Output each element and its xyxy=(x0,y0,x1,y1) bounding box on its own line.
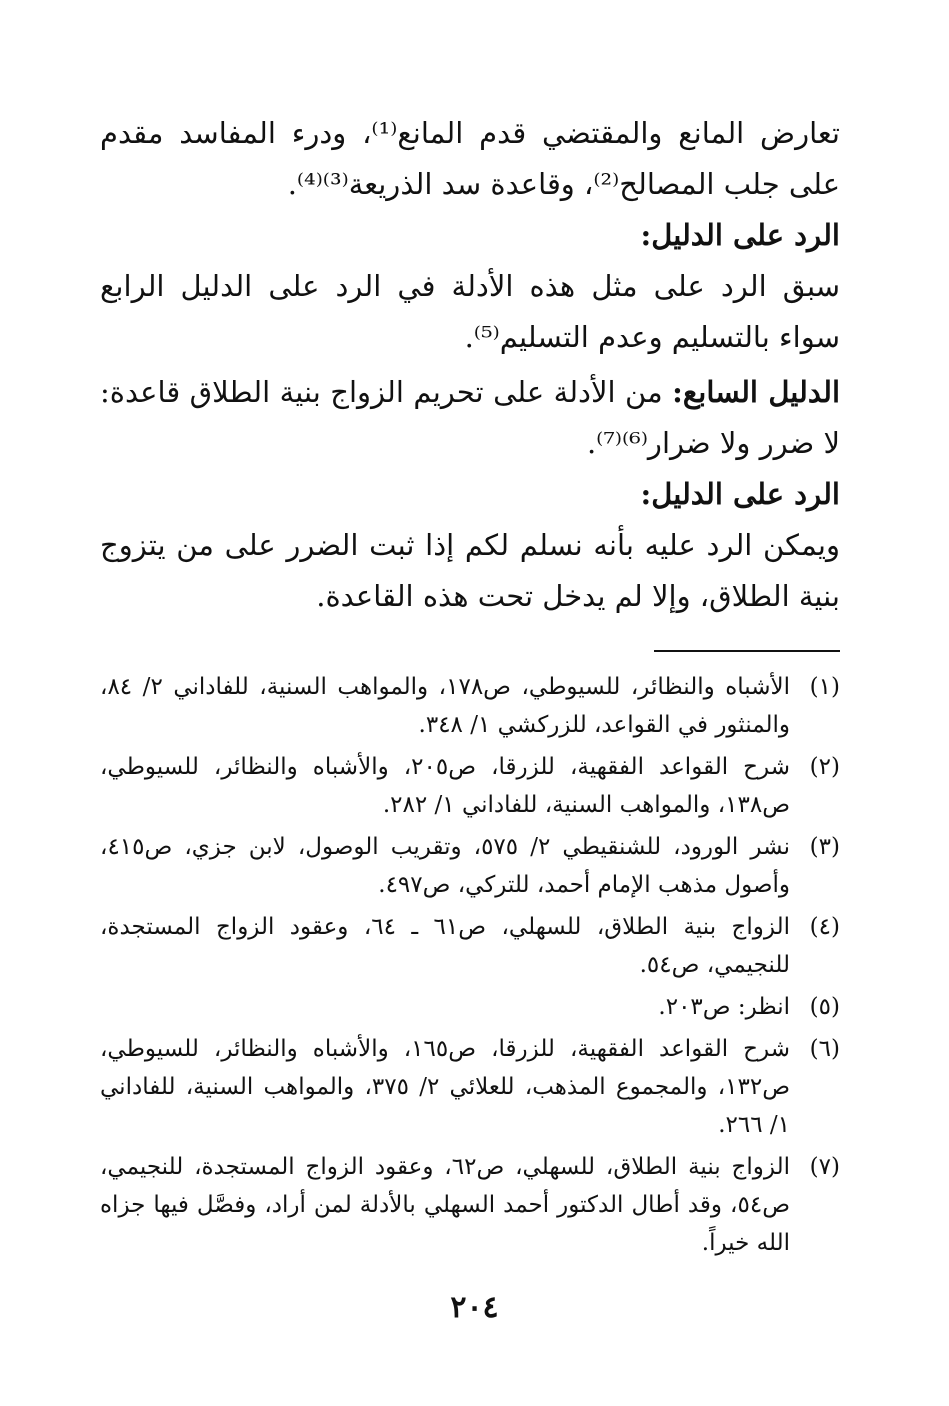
paragraph-4: ويمكن الرد عليه بأنه نسلم لكم إذا ثبت الضرر على من يتزوج بنية الطلاق، وإلا لم يدخل تحت هذه القاعدة. xyxy=(100,528,840,613)
footnote-number: (٣) xyxy=(809,834,840,860)
paragraph-2: سبق الرد على مثل هذه الأدلة في الرد على الدليل الرابع سواء بالتسليم وعدم التسليم⁽⁵⁾. xyxy=(100,269,840,354)
footnote-number: (٥) xyxy=(809,994,840,1020)
footnote-number: (٧) xyxy=(809,1154,840,1180)
footnote-7 xyxy=(100,1148,840,1262)
footnote-6 xyxy=(100,1030,840,1144)
page-content xyxy=(100,108,840,1266)
page-number: ٢٠٤ xyxy=(450,1290,499,1325)
footnote-1 xyxy=(100,668,840,744)
footnote-text: شرح القواعد الفقهية، للزرقا، ص١٦٥، والأشباه والنظائر، للسيوطي، ص١٣٢، والمجموع المذهب، للعلائي ٢/ ٣٧٥، والمواهب السنية، للفاداني ١/ ٢٦٦. xyxy=(100,1036,791,1138)
footnote-5 xyxy=(100,988,840,1026)
footnote-text: انظر: ص٢٠٣. xyxy=(658,994,790,1020)
footnote-text: الأشباه والنظائر، للسيوطي، ص١٧٨، والمواهب السنية، للفاداني ٢/ ٨٤، والمنثور في القواعد، للزركشي ١/ ٣٤٨. xyxy=(100,674,791,738)
footnote-divider xyxy=(654,650,840,652)
paragraph-1: تعارض المانع والمقتضي قدم المانع⁽¹⁾، ودرء المفاسد مقدم على جلب المصالح⁽²⁾، وقاعدة سد الذريعة⁽³⁾⁽⁴⁾. xyxy=(100,116,840,201)
paragraph-3 xyxy=(100,367,840,469)
footnote-number: (١) xyxy=(809,674,840,700)
footnote-text: الزواج بنية الطلاق، للسهلي، ص٦١ ـ ٦٤، وعقود الزواج المستجدة، للنجيمي، ص٥٤. xyxy=(100,914,790,978)
footnote-2 xyxy=(100,748,840,824)
footnote-4 xyxy=(100,908,840,984)
footnote-text: نشر الورود، للشنقيطي ٢/ ٥٧٥، وتقريب الوصول، لابن جزي، ص٤١٥، وأصول مذهب الإمام أحمد، للتركي، ص٤٩٧. xyxy=(100,834,790,898)
section-heading-reply-1: الرد على الدليل: xyxy=(640,218,840,252)
footnote-3 xyxy=(100,828,840,904)
section-heading-reply-2: الرد على الدليل: xyxy=(640,477,840,511)
footnote-text: الزواج بنية الطلاق، للسهلي، ص٦٢، وعقود الزواج المستجدة، للنجيمي، ص٥٤، وقد أطال الدكتور أحمد السهلي بالأدلة لمن أراد، وفصَّل فيها جزاه الله خيراً. xyxy=(100,1154,790,1256)
footnote-text: شرح القواعد الفقهية، للزرقا، ص٢٠٥، والأشباه والنظائر، للسيوطي، ص١٣٨، والمواهب السنية، للفاداني ١/ ٢٨٢. xyxy=(100,754,790,818)
footnotes xyxy=(100,668,840,1262)
footnote-number: (٢) xyxy=(809,754,840,780)
footnote-number: (٤) xyxy=(809,914,840,940)
seventh-evidence-label: الدليل السابع: xyxy=(672,375,841,409)
footnote-number: (٦) xyxy=(809,1036,840,1062)
paragraph-3-text: من الأدلة على تحريم الزواج بنية الطلاق قاعدة: لا ضرر ولا ضرار⁽⁶⁾⁽⁷⁾. xyxy=(100,375,840,460)
